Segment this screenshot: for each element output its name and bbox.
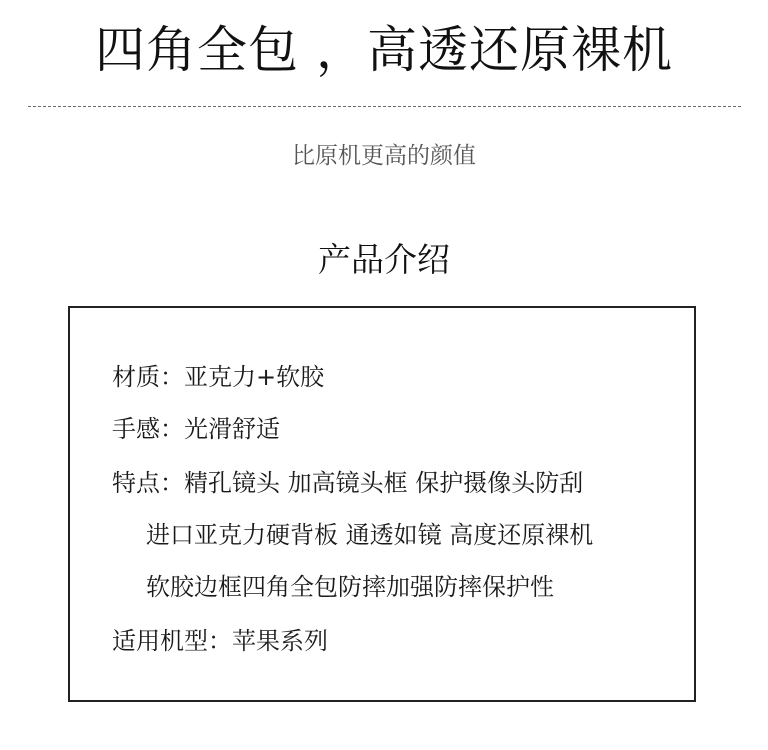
material-line: 材质：亚克力+软胶 [112, 363, 325, 391]
dashed-divider [28, 106, 741, 107]
feel-line: 手感：光滑舒适 [112, 415, 280, 443]
product-info-box [68, 306, 696, 702]
features-line-2: 进口亚克力硬背板 通透如镜 高度还原裸机 [146, 521, 594, 549]
compatible-models-line: 适用机型：苹果系列 [112, 627, 328, 655]
features-line-1: 特点：精孔镜头 加高镜头框 保护摄像头防刮 [112, 469, 584, 497]
subtitle: 比原机更高的颜值 [292, 143, 476, 169]
section-title: 产品介绍 [318, 240, 450, 279]
headline: 四角全包 ，高透还原裸机 [95, 21, 673, 79]
features-line-3: 软胶边框四角全包防摔加强防摔保护性 [146, 573, 554, 601]
